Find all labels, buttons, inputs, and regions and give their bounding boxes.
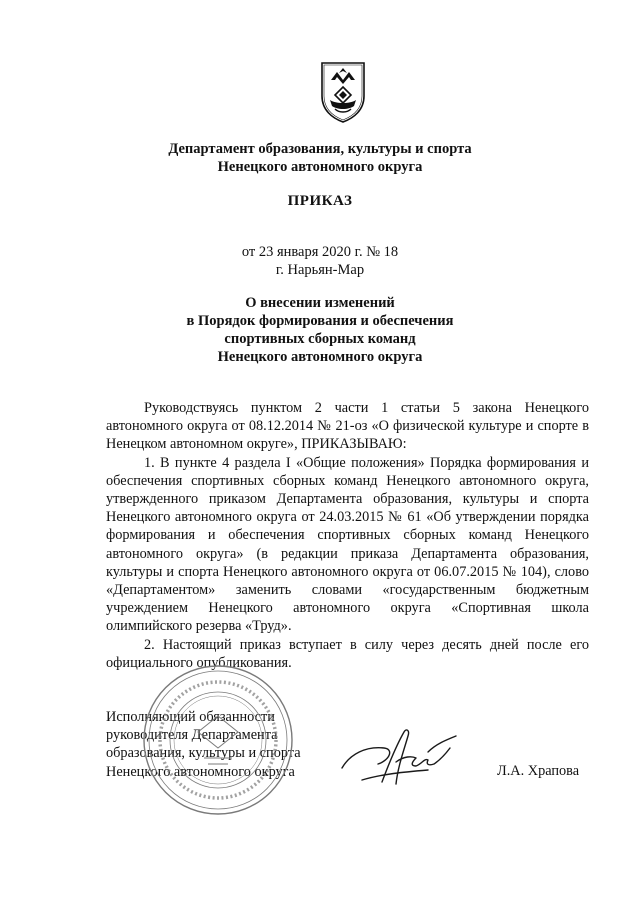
position-line: руководителя Департамента xyxy=(106,727,278,744)
subject-line: О внесении изменений xyxy=(245,295,395,311)
round-seal-stamp xyxy=(138,660,298,820)
coat-of-arms-icon xyxy=(318,60,368,124)
subject-line: в Порядок формирования и обеспечения xyxy=(186,313,454,329)
document-place: г. Нарьян-Мар xyxy=(275,262,365,278)
handwritten-signature xyxy=(332,722,467,794)
item-1-paragraph: 1. В пункте 4 раздела I «Общие положения» Порядка формирования и обеспечения спортивных сборных команд Ненецкого автономного округа, утвержденного приказом Департамента образования, культуры и спорта Ненецкого автономного округа от 24.03.2015 № 61 «Об утверждении порядка формирования и обеспечения спортивных сборных команд Ненецкого автономного округа» (в редакции приказа Департамента образования, культуры и спорта Ненецкого автономного округа от 06.07.2015 № 104), слово «Департаментом» заменить словами «государственным бюджетным учреждением Ненецкого автономного округа «Спортивная школа олимпийского резерва «Труд». xyxy=(106,454,589,635)
department-header xyxy=(0,140,640,176)
position-line: Исполняющий обязанности xyxy=(106,709,275,725)
position-line: образования, культуры и спорта xyxy=(106,745,301,762)
document-subject xyxy=(0,294,640,366)
subject-line: спортивных сборных команд xyxy=(224,331,416,347)
signatory-name: Л.А. Храпова xyxy=(497,763,580,779)
position-line: Ненецкого автономного округа xyxy=(106,763,295,780)
department-name-line1: Департамент образования, культуры и спорта xyxy=(168,141,472,157)
document-date: от 23 января 2020 г. № 18 xyxy=(241,244,399,260)
item-2-paragraph: 2. Настоящий приказ вступает в силу через десять дней после его официального опубликования. xyxy=(106,636,589,671)
department-name-line2: Ненецкого автономного округа xyxy=(217,159,423,175)
date-and-place xyxy=(0,243,640,279)
document-type: ПРИКАЗ xyxy=(287,193,353,209)
subject-line: Ненецкого автономного округа xyxy=(217,349,423,365)
preamble-paragraph: Руководствуясь пунктом 2 части 1 статьи 5 закона Ненецкого автономного округа от 08.12.2014 № 21-оз «О физической культуре и спорте в Ненецком автономном округе», ПРИКАЗЫВАЮ: xyxy=(106,400,589,453)
document-body xyxy=(106,399,589,672)
